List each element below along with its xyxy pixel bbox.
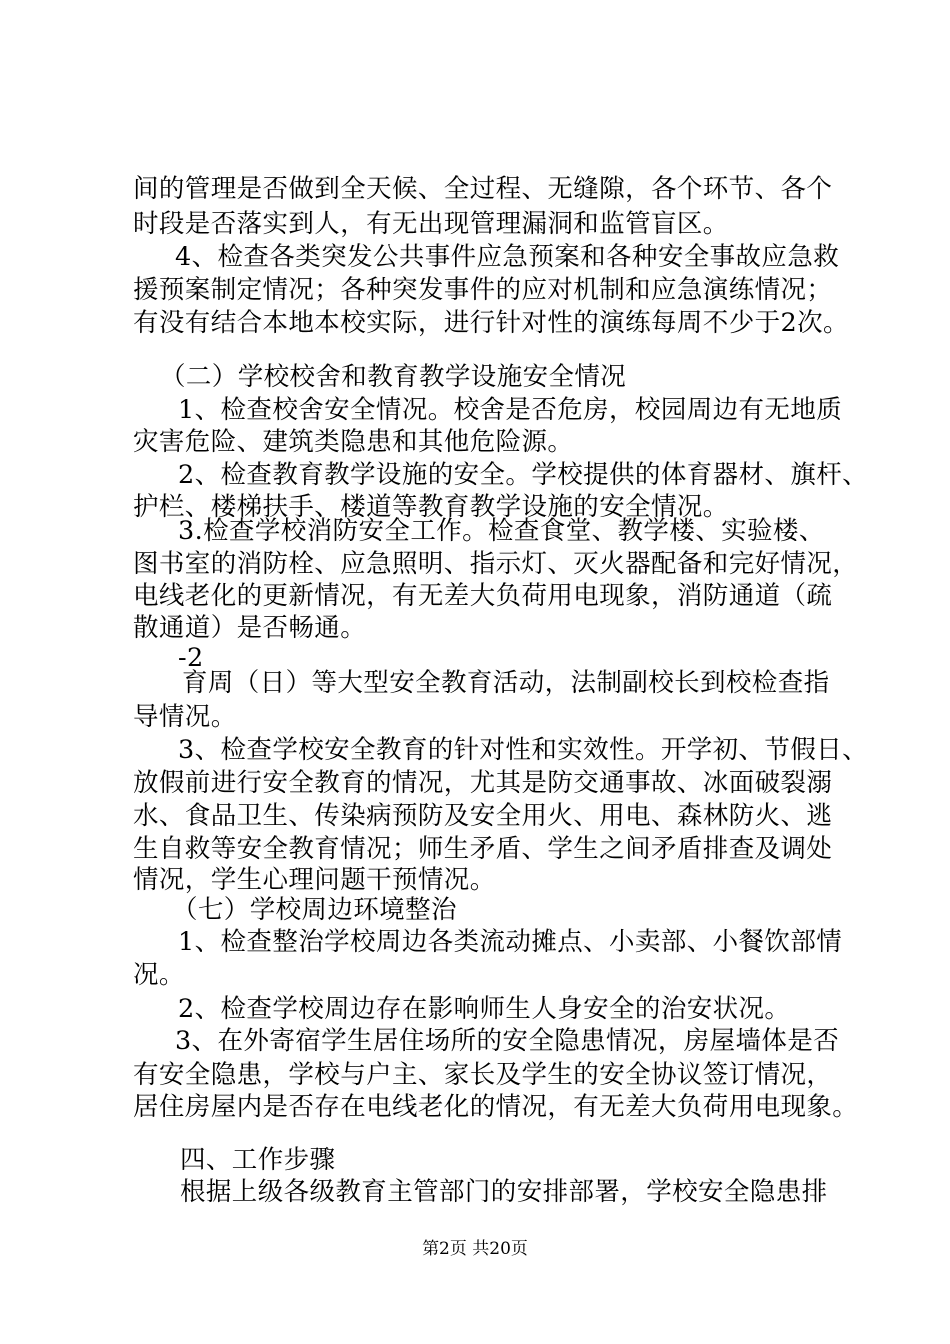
body-text-line: 2、检查学校周边存在影响师生人身安全的治安状况。 — [178, 994, 791, 1024]
body-text-line: 有没有结合本地本校实际，进行针对性的演练每周不少于2次。 — [133, 308, 849, 338]
body-text-line: 导情况。 — [133, 702, 237, 732]
body-text-line: 电线老化的更新情况，有无差大负荷用电现象，消防通道（疏 — [133, 581, 833, 611]
body-text-line: 3、在外寄宿学生居住场所的安全隐患情况，房屋墙体是否 — [175, 1026, 840, 1056]
body-text-line: 水、食品卫生、传染病预防及安全用火、用电、森林防火、逃 — [133, 801, 833, 831]
body-text-line: 援预案制定情况；各种突发事件的应对机制和应急演练情况； — [133, 275, 833, 305]
body-text-line: 有安全隐患，学校与户主、家长及学生的安全协议签订情况， — [133, 1060, 833, 1090]
body-text-line: 居住房屋内是否存在电线老化的情况，有无差大负荷用电现象。 — [133, 1092, 859, 1122]
body-text-line: 根据上级各级教育主管部门的安排部署，学校安全隐患排 — [180, 1177, 828, 1207]
body-text-line: 1、检查整治学校周边各类流动摊点、小卖部、小餐饮部情 — [178, 927, 843, 957]
section-heading: （二）学校校舍和教育教学设施安全情况 — [160, 362, 627, 392]
body-text-line: 放假前进行安全教育的情况，尤其是防交通事故、冰面破裂溺 — [133, 768, 833, 798]
section-heading: （七）学校周边环境整治 — [172, 895, 457, 925]
page-footer: 第2页 共20页 — [422, 1239, 528, 1259]
body-text-line: 生自救等安全教育情况；师生矛盾、学生之间矛盾排查及调处 — [133, 834, 833, 864]
body-text-line: 图书室的消防栓、应急照明、指示灯、灭火器配备和完好情况， — [133, 549, 859, 579]
body-text-line: 时段是否落实到人，有无出现管理漏洞和监管盲区。 — [133, 209, 729, 239]
section-heading: 四、工作步骤 — [180, 1145, 336, 1175]
body-text-line: 况。 — [133, 960, 185, 990]
body-text-line: 1、检查校舍安全情况。校舍是否危房，校园周边有无地质 — [178, 395, 843, 425]
body-text-line: 4、检查各类突发公共事件应急预案和各种安全事故应急救 — [175, 242, 840, 272]
body-text-line: 情况，学生心理问题干预情况。 — [133, 865, 496, 895]
body-text-line: 3、检查学校安全教育的针对性和实效性。开学初、节假日、 — [178, 735, 869, 765]
body-text-line: 散通道）是否畅通。 — [133, 613, 367, 643]
body-text-line: 3.检查学校消防安全工作。检查食堂、教学楼、实验楼、 — [178, 516, 825, 546]
body-text-line: 灾害危险、建筑类隐患和其他危险源。 — [133, 427, 574, 457]
body-text-line: 间的管理是否做到全天候、全过程、无缝隙，各个环节、各个 — [133, 174, 833, 204]
body-text-line: 护栏、楼梯扶手、楼道等教育教学设施的安全情况。 — [133, 492, 729, 522]
page-marker: -2 — [178, 643, 204, 673]
body-text-line: 育周（日）等大型安全教育活动，法制副校长到校检查指 — [182, 668, 830, 698]
body-text-line: 2、检查教育教学设施的安全。学校提供的体育器材、旗杆、 — [178, 460, 869, 490]
